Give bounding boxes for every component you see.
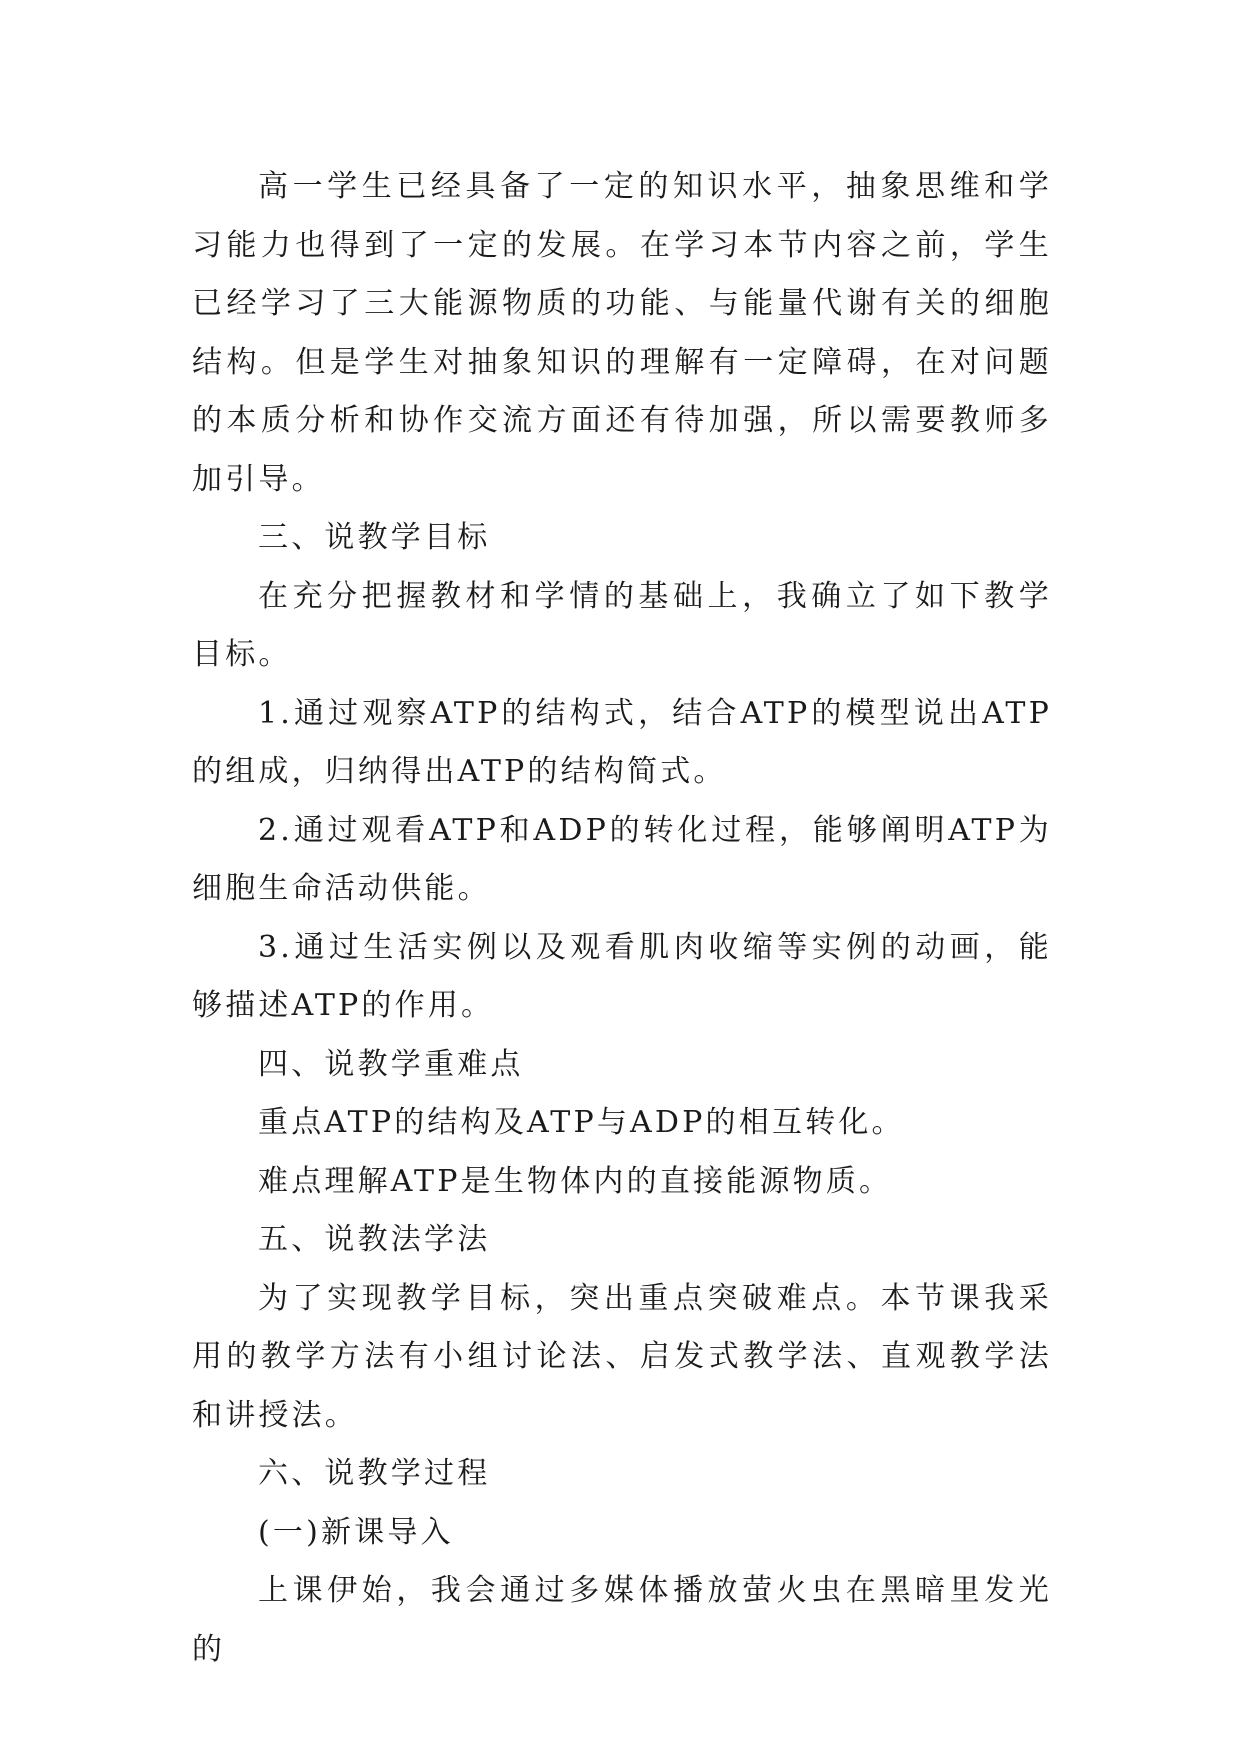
paragraph-teaching-methods: 为了实现教学目标，突出重点突破难点。本节课我采用的教学方法有小组讨论法、启发式教学法、直观教学法和讲授法。 (192, 1280, 1052, 1433)
paragraph-objectives-intro: 在充分把握教材和学情的基础上，我确立了如下教学目标。 (192, 578, 1052, 672)
heading-teaching-process: 六、说教学过程 (258, 1456, 491, 1491)
heading-key-difficult-points: 四、说教学重难点 (258, 1046, 524, 1082)
objective-item-3: 3.通过生活实例以及观看肌肉收缩等实例的动画，能够描述ATP的作用。 (192, 929, 1052, 1023)
paragraph-key-point: 重点ATP的结构及ATP与ADP的相互转化。 (258, 1105, 905, 1140)
heading-teaching-objectives: 三、说教学目标 (258, 520, 491, 555)
document-body (192, 158, 1052, 1679)
paragraph-student-analysis: 高一学生已经具备了一定的知识水平，抽象思维和学习能力也得到了一定的发展。在学习本节内容之前，学生已经学习了三大能源物质的功能、与能量代谢有关的细胞结构。但是学生对抽象知识的理解有一定障碍，在对问题的本质分析和协作交流方面还有待加强，所以需要教师多加引导。 (192, 169, 1052, 497)
paragraph-lesson-start: 上课伊始，我会通过多媒体播放萤火虫在黑暗里发光的 (192, 1573, 1052, 1667)
subheading-new-lesson-intro: (一)新课导入 (258, 1514, 454, 1550)
objective-item-2: 2.通过观看ATP和ADP的转化过程，能够阐明ATP为细胞生命活动供能。 (192, 812, 1052, 906)
paragraph-difficult-point: 难点理解ATP是生物体内的直接能源物质。 (258, 1163, 893, 1199)
heading-teaching-methods: 五、说教法学法 (258, 1222, 491, 1257)
objective-item-1: 1.通过观察ATP的结构式，结合ATP的模型说出ATP的组成，归纳得出ATP的结构简式。 (192, 695, 1052, 789)
